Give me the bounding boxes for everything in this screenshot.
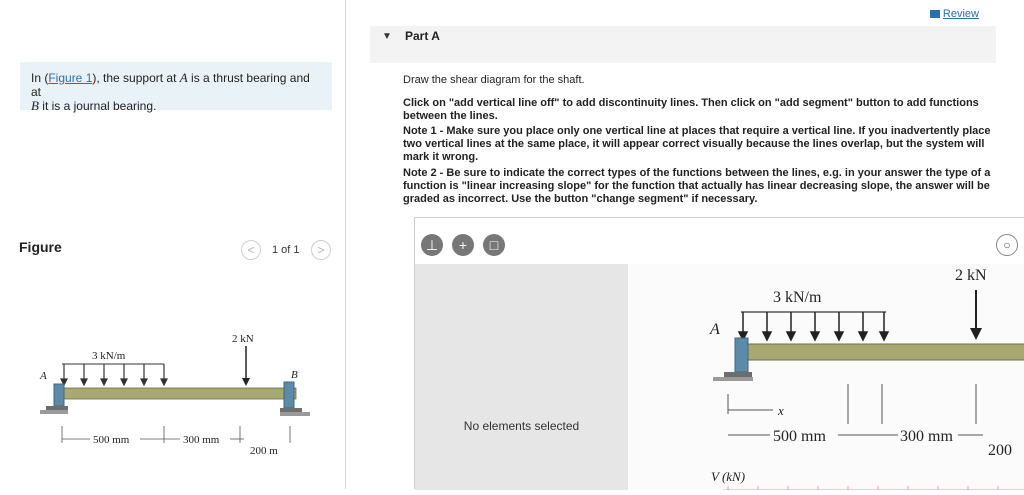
prev-figure-button[interactable]: < (241, 240, 261, 260)
fig-force-arrow (242, 378, 250, 386)
part-title: Part A (405, 29, 440, 43)
selection-message: No elements selected (463, 419, 580, 433)
fig-load-arrows (61, 364, 167, 385)
canvas-dim-200: 200 (988, 442, 1012, 459)
lightbulb-icon[interactable]: ○ (996, 234, 1018, 256)
review-icon (930, 10, 940, 18)
problem-panel (0, 0, 346, 489)
canvas-label-force: 2 kN (955, 267, 987, 284)
part-header[interactable] (370, 26, 996, 63)
canvas-diagram (628, 264, 1024, 490)
instruction-text: Click on "add vertical line off" to add discontinuity lines. Then click on "add segment" button to add functions between the lines. (403, 97, 979, 122)
collapse-triangle-icon[interactable]: ▼ (382, 31, 392, 42)
canvas-axis-label: V (kN) (711, 469, 746, 484)
fig-label-force: 2 kN (232, 333, 254, 345)
fig-dim-300: 300 mm (183, 434, 220, 446)
figure-pager (241, 240, 333, 262)
canvas-label-x: x (778, 403, 784, 418)
question-panel (346, 0, 1024, 489)
add-segment-button[interactable]: + (452, 234, 474, 256)
figure-link[interactable]: Figure 1 (48, 71, 93, 85)
fig-label-B: B (291, 369, 298, 381)
delete-button[interactable]: □ (483, 234, 505, 256)
fig-label-A: A (40, 370, 47, 382)
figure-count: 1 of 1 (272, 244, 300, 256)
properties-panel (415, 264, 628, 490)
canvas-dim-500: 500 mm (773, 428, 826, 445)
fig-label-load: 3 kN/m (92, 350, 126, 362)
next-figure-button[interactable]: > (311, 240, 331, 260)
canvas-label-load: 3 kN/m (773, 289, 822, 306)
add-vertical-line-button[interactable]: ⊥ (421, 234, 443, 256)
note-1-text: Note 1 - Make sure you place only one vertical line at places that require a vertical line. If you inadvertently place two vertical lines at the same place, it will appear correct visually because the lines overlap, but the system will mark it wrong. (403, 125, 991, 163)
review-link[interactable]: Review (930, 8, 979, 20)
canvas-label-A: A (710, 321, 720, 338)
drawing-tool (414, 217, 1024, 489)
question-text: Draw the shear diagram for the shaft. (403, 74, 585, 86)
shaft-figure (0, 330, 345, 480)
problem-statement: In (Figure 1), the support at A is a thrust bearing and at B it is a journal bearing. (20, 62, 332, 110)
drawing-canvas[interactable] (628, 264, 1024, 490)
canvas-dim-300: 300 mm (900, 428, 953, 445)
note-2-text: Note 2 - Be sure to indicate the correct types of the functions between the lines, e.g. in your answer the type of a function is "linear increasing slope" for the function that actually has linear decreasing slope, the answer will be graded as incorrect. Use the button "change segment" if necessary. (403, 167, 991, 205)
figure-title: Figure (19, 239, 62, 255)
tool-toolbar (415, 218, 1024, 264)
fig-dim-200: 200 m (250, 445, 278, 457)
fig-dim-500: 500 mm (93, 434, 130, 446)
